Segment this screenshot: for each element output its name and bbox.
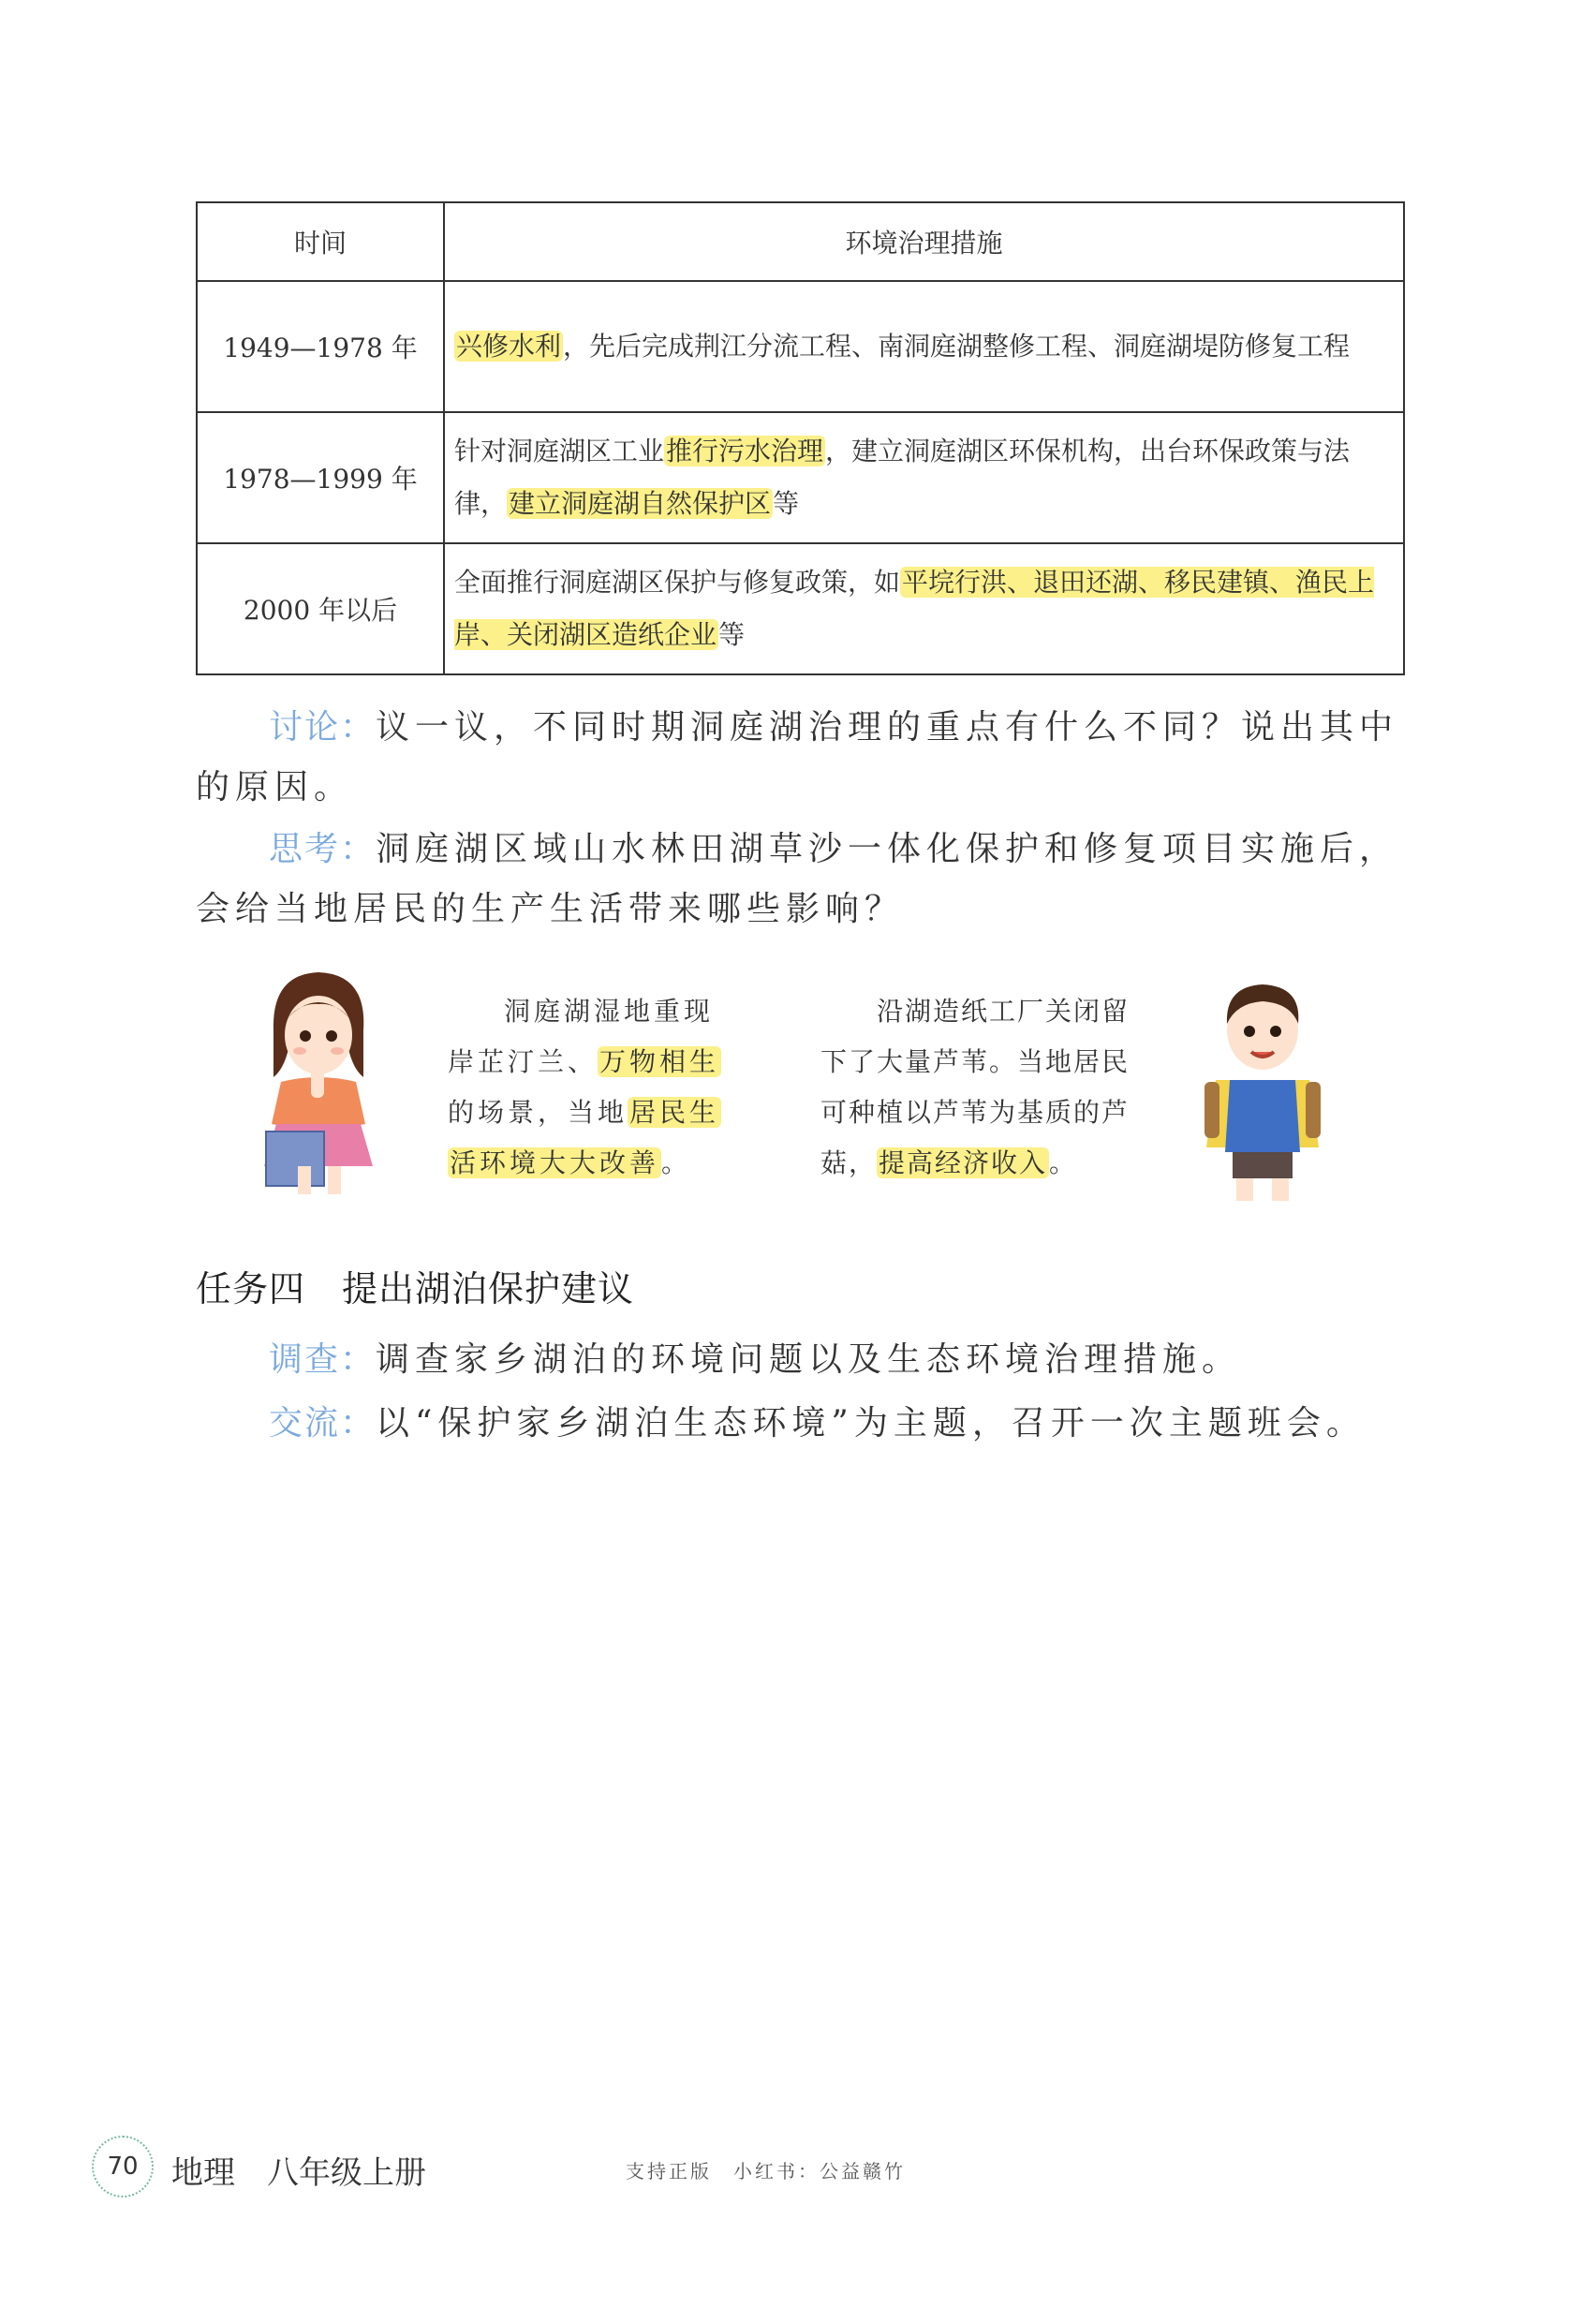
- row-measure: [444, 281, 1404, 412]
- table-row: [197, 543, 1404, 674]
- speech-right-line: 下了大量芦苇。当地居民: [820, 1046, 1130, 1077]
- highlight: 万物相生: [599, 1046, 720, 1077]
- highlight: 兴修水利: [456, 331, 562, 362]
- speech-text: 。: [661, 1147, 692, 1178]
- survey-text: 调查家乡湖泊的环境问题以及生态环境治理措施。: [376, 1340, 1242, 1379]
- highlight: 平垸行洪、退田还湖、移民建镇、渔民上岸、关闭湖区造纸企业: [454, 567, 1375, 650]
- survey-label: 调查：: [269, 1340, 377, 1379]
- row-measure: [444, 543, 1404, 674]
- speech-text: 。: [1049, 1147, 1078, 1178]
- speech-right-line: 可种植以芦苇为基质的芦: [820, 1097, 1130, 1128]
- exchange-label: 交流：: [269, 1404, 377, 1442]
- discussion-paragraph: [196, 698, 1409, 818]
- speech-right: [820, 986, 1139, 1189]
- measure-text: ，建立洞庭湖区环保机构，出台环保政策与法律，: [454, 436, 1351, 519]
- table-row: [197, 412, 1404, 543]
- thinking-label: 思考：: [269, 830, 377, 868]
- measure-text: ，先后完成荆江分流工程、南洞庭湖整修工程、洞庭湖堤防修复工程: [563, 331, 1351, 362]
- header-measures: 环境治理措施: [444, 202, 1404, 281]
- table-row: [197, 281, 1404, 412]
- speech-text: 岸芷汀兰、: [448, 1046, 598, 1077]
- exchange-paragraph: [269, 1394, 1409, 1454]
- page-number: 70: [92, 2136, 154, 2197]
- highlight: 推行污水治理: [666, 436, 824, 466]
- highlight: 提高经济收入: [879, 1147, 1048, 1178]
- header-time: 时间: [197, 202, 444, 281]
- measure-text: 等: [773, 488, 800, 519]
- speech-left: [448, 986, 747, 1189]
- measure-text: 全面推行洞庭湖区保护与修复政策，如: [454, 567, 901, 598]
- exchange-text: 以“保护家乡湖泊生态环境”为主题，召开一次主题班会。: [376, 1404, 1366, 1442]
- discussion-text: 议一议，不同时期洞庭湖治理的重点有什么不同？说出其中的原因。: [196, 708, 1399, 806]
- measure-text: 等: [718, 619, 746, 650]
- survey-paragraph: [269, 1330, 1409, 1390]
- highlight: 活环境大大改善: [450, 1147, 660, 1178]
- thinking-paragraph: [196, 820, 1409, 939]
- measures-table: [196, 201, 1405, 675]
- book-title: 地理 八年级上册: [171, 2154, 426, 2192]
- discussion-label: 讨论：: [269, 708, 377, 747]
- speech-left-line: [448, 1138, 747, 1189]
- speech-text: 的场景，当地: [448, 1097, 628, 1128]
- speech-right-line: 沿湖造纸工厂关闭留: [877, 996, 1130, 1027]
- highlight: 居民生: [629, 1097, 720, 1128]
- row-time: 1949—1978 年: [197, 281, 444, 412]
- boy-illustration: [1188, 969, 1337, 1204]
- highlight: 建立洞庭湖自然保护区: [509, 488, 772, 519]
- speech-text: 菇，: [820, 1147, 878, 1178]
- girl-illustration: [253, 965, 384, 1199]
- speech-left-line: 洞庭湖湿地重现: [504, 996, 715, 1027]
- measure-text: 针对洞庭湖区工业: [454, 436, 665, 466]
- speech-right-line: [820, 1138, 1139, 1189]
- table-header-row: [197, 202, 1404, 281]
- thinking-text: 洞庭湖区域山水林田湖草沙一体化保护和修复项目实施后，会给当地居民的生产生活带来哪些影响？: [196, 830, 1399, 928]
- speech-left-line: [448, 1037, 747, 1087]
- row-time: 1978—1999 年: [197, 412, 444, 543]
- watermark: 支持正版 小红书：公益赣竹: [626, 2160, 906, 2182]
- speech-left-line: [448, 1087, 747, 1138]
- task-title: 任务四 提出湖泊保护建议: [196, 1268, 635, 1309]
- row-time: 2000 年以后: [197, 543, 444, 674]
- row-measure: [444, 412, 1404, 543]
